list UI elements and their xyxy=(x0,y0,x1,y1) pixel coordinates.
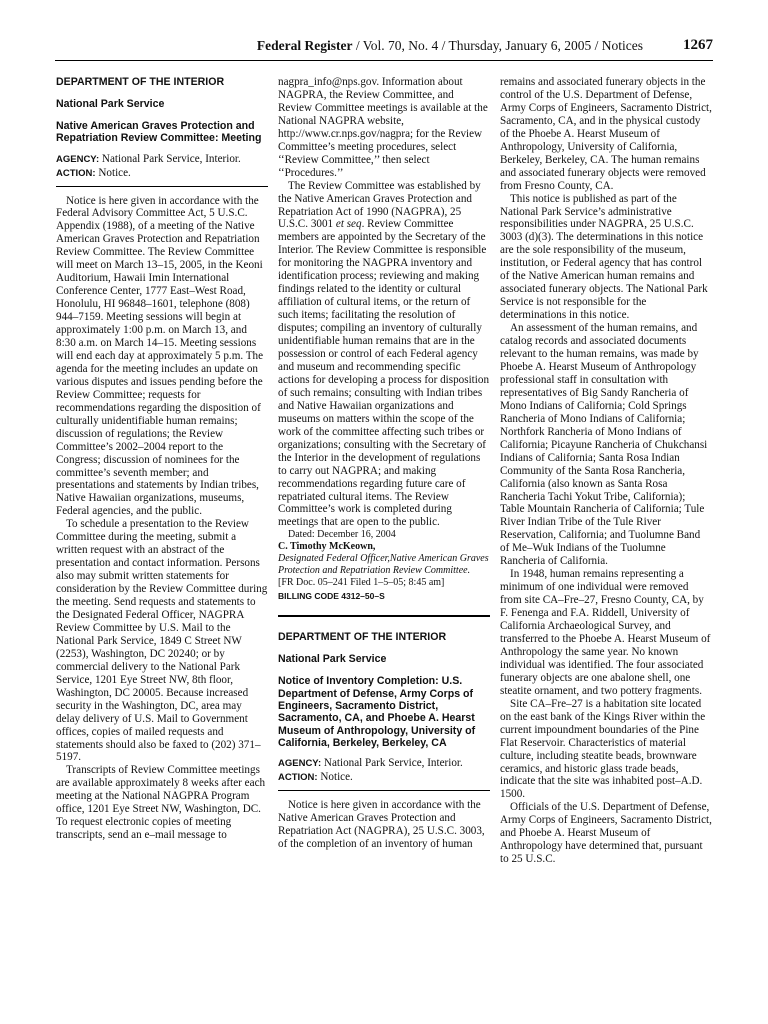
meta-line xyxy=(278,771,490,785)
document-separator-rule xyxy=(278,615,490,617)
signature-date: Dated: December 16, 2004 xyxy=(288,529,396,541)
meta-label: ACTION: xyxy=(278,772,318,784)
italic-term: et seq xyxy=(335,218,362,231)
publication-title: Federal Register xyxy=(256,38,353,53)
page-number: 1267 xyxy=(683,37,713,53)
header-rule xyxy=(55,60,713,61)
agency-department-heading: DEPARTMENT OF THE INTERIOR xyxy=(56,76,225,88)
issue-details: / Vol. 70, No. 4 / Thursday, January 6, 2005 / Notices xyxy=(352,38,643,53)
signatory-name: C. Timothy McKeown, xyxy=(278,541,376,553)
body-paragraph: Transcripts of Review Committee meetings are available approximately 8 weeks after each meeting at the National NAGPRA Program office, 1201 Eye Street NW, Washington, DC. To request electronic copies of meeting transcripts, send an e–mail message to xyxy=(56,764,266,842)
meta-value: Notice. xyxy=(95,166,131,179)
body-paragraph: Site CA–Fre–27 is a habitation site located on the east bank of the Kings River within the current impoundment boundaries of the Pine Flat Reservoir. Characteristics of material culture, including steatite beads, brownware ceramics, and historic glass trade beads, indicate that the site was inhabited post–A.D. 1500. xyxy=(500,697,706,801)
meta-line xyxy=(56,153,268,167)
body-paragraph: Notice is here given in accordance with the Native American Graves Protection and Repatriation Act (NAGPRA), 25 U.S.C. 3003, of the completion of an inventory of human xyxy=(278,799,485,850)
meta-label: ACTION: xyxy=(56,167,96,179)
body-paragraph: In 1948, human remains representing a minimum of one individual were removed from site CA–Fre–27, Fresno County, CA, by F. Fenenga and F.A. Riddell, University of California Archaeological Survey, and transferred to the Phoebe A. Hearst Museum of Anthropology the same year. No known individual was identified. The four associated funerary objects are one abalone shell, one steatite ornament, and two pottery fragments. xyxy=(500,568,711,697)
running-head xyxy=(55,38,713,58)
body-paragraph-continued: nagpra_info@nps.gov. Information about NAGPRA, the Review Committee, and Review Committee meetings is available at the National NAGPRA website, http://www.cr.nps.gov/nagpra; for the Review Committee’s meeting procedures, select ‘‘Review Committee,’’ then select ‘‘Procedures.’’ xyxy=(278,76,488,179)
body-paragraph: To schedule a presentation to the Review Committee during the meeting, submit a written request with an abstract of the presentation and contact information. Persons also may submit written statements for consideration by the Review Committee during the meeting. Send requests and statements to the Designated Federal Officer, NAGPRA Review Committee by U.S. Mail to the National Park Service, 1849 C Street NW (2253), Washington, DC 20240; or by commercial delivery to the National Park Service, 1201 Eye Street NW, 8th floor, Washington, DC 20005. Because increased security in the Washington, DC, area may delay delivery of U.S. Mail to Government offices, copies of mailed requests and statements should also be faxed to (202) 371–5197. xyxy=(56,518,268,764)
section-divider xyxy=(56,186,268,187)
body-paragraph: Notice is here given in accordance with the Federal Advisory Committee Act, 5 U.S.C. Appendix (1988), of a meeting of the Native American Graves Protection and Repatriation Review Committee. The Review Committee will meet on March 13–15, 2005, in the Keoni Auditorium, Hawaii Imin International Conference Center, 1777 East–West Road, Honolulu, HI 96848–1601, telephone (808) 944–7159. Meeting sessions will begin at approximately 1:00 p.m. on March 13, and 8:30 a.m. on March 14–15. Meeting sessions will end each day at approximately 5 p.m. The agenda for the meeting includes an update on various disputes and issues pending before the Review Committee; requests for recommendations regarding the disposition of culturally unidentifiable human remains; discussion of regulations; the Review Committee’s 2002–2004 report to the Congress; discussion of nominees for the committee’s seventh member; and presentations and statements by Indian tribes, Native Hawaiian organizations, museums, Federal agencies, and the public. xyxy=(56,194,264,518)
signatory-title: Designated Federal Officer,Native American Graves Protection and Repatriation Review Committee. xyxy=(278,553,489,577)
meta-line xyxy=(56,167,268,181)
notice-subject-heading: Notice of Inventory Completion: U.S. Department of Defense, Army Corps of Engineers, Sacramento District, Sacramento, CA, and Phoebe A. Hearst Museum of Anthropology, University of California, Berkeley, Berkeley, CA xyxy=(278,675,476,749)
column-3 xyxy=(500,76,712,1006)
meta-label: AGENCY: xyxy=(56,153,100,165)
body-paragraph: An assessment of the human remains, and catalog records and associated documents relevant to the human remains, was made by Phoebe A. Hearst Museum of Anthropology professional staff in consultation with representatives of Big Sandy Rancheria of Mono Indians of California; Cold Springs Rancheria of Mono Indians of California; Northfork Rancheria of Mono Indians of California; Picayune Rancheria of Chukchansi Indians of California; Santa Rosa Indian Community of the Santa Rosa Rancheria, California (also known as Santa Rosa Rancheria Tachi Yokut Tribe, California); Table Mountain Rancheria of California; Tule River Indian Tribe of the Tule River Reservation, California; and Tuolumne Band of Me–Wuk Indians of the Tuolumne Rancheria of California. xyxy=(500,322,708,568)
meta-value: National Park Service, Interior. xyxy=(99,152,241,165)
bureau-heading: National Park Service xyxy=(56,98,165,110)
body-paragraph: This notice is published as part of the National Park Service’s administrative responsibilities under NAGPRA, 25 U.S.C. 3003 (d)(3). The determinations in this notice are the sole responsibility of the museum, institution, or Federal agency that has control of the Native American human remains and associated funerary objects. The National Park Service is not responsible for the determinations in this notice. xyxy=(500,192,708,322)
body-paragraph-continued: remains and associated funerary objects in the control of the U.S. Department of Defense, Army Corps of Engineers, Sacramento District, Sacramento, CA, and in the physical custody of the Phoebe A. Hearst Museum of Anthropology, University of California, Berkeley, Berkeley, CA. The human remains and associated funerary objects were removed from Fresno County, CA. xyxy=(500,76,712,192)
column-2 xyxy=(278,76,490,1006)
section-divider xyxy=(278,790,490,791)
bureau-heading: National Park Service xyxy=(278,653,387,666)
meta-value: Notice. xyxy=(317,771,353,784)
fr-doc-line: [FR Doc. 05–241 Filed 1–5–05; 8:45 am] xyxy=(278,577,445,589)
column-1 xyxy=(56,76,268,1006)
meta-label: AGENCY: xyxy=(278,758,322,770)
billing-code: BILLING CODE 4312–50–S xyxy=(278,591,385,602)
notice-subject-heading: Native American Graves Protection and Repatriation Review Committee: Meeting xyxy=(56,120,262,145)
agency-department-heading: DEPARTMENT OF THE INTERIOR xyxy=(278,631,447,644)
body-paragraph: Officials of the U.S. Department of Defense, Army Corps of Engineers, Sacramento District, and Phoebe A. Hearst Museum of Anthropology have determined that, pursuant to 25 U.S.C. xyxy=(500,801,712,866)
body-paragraph: The Review Committee was established by the Native American Graves Protection and Repatriation Act of 1990 (NAGPRA), 25 U.S.C. 3001 et seq. Review Committee members are appointed by the Secretary of the Interior. The Review Committee is responsible for monitoring the NAGPRA inventory and identification process; reviewing and making findings related to the identity or cultural affiliation of cultural items, or the return of such items; facilitating the resolution of disputes; compiling an inventory of culturally unidentifiable human remains that are in the possession or control of each Federal agency and museum and recommending specific actions for developing a process for disposition of such remains; consulting with Indian tribes and Native Hawaiian organizations and museums on matters within the scope of the work of the committee affecting such tribes or organizations; consulting with the Secretary of the Interior in the development of regulations to carry out NAGPRA; and making recommendations regarding future care of repatriated cultural items. The Review Committee’s work is completed during meetings that are open to the public. xyxy=(278,179,490,529)
meta-line xyxy=(278,757,490,771)
meta-value: National Park Service, Interior. xyxy=(321,757,463,770)
